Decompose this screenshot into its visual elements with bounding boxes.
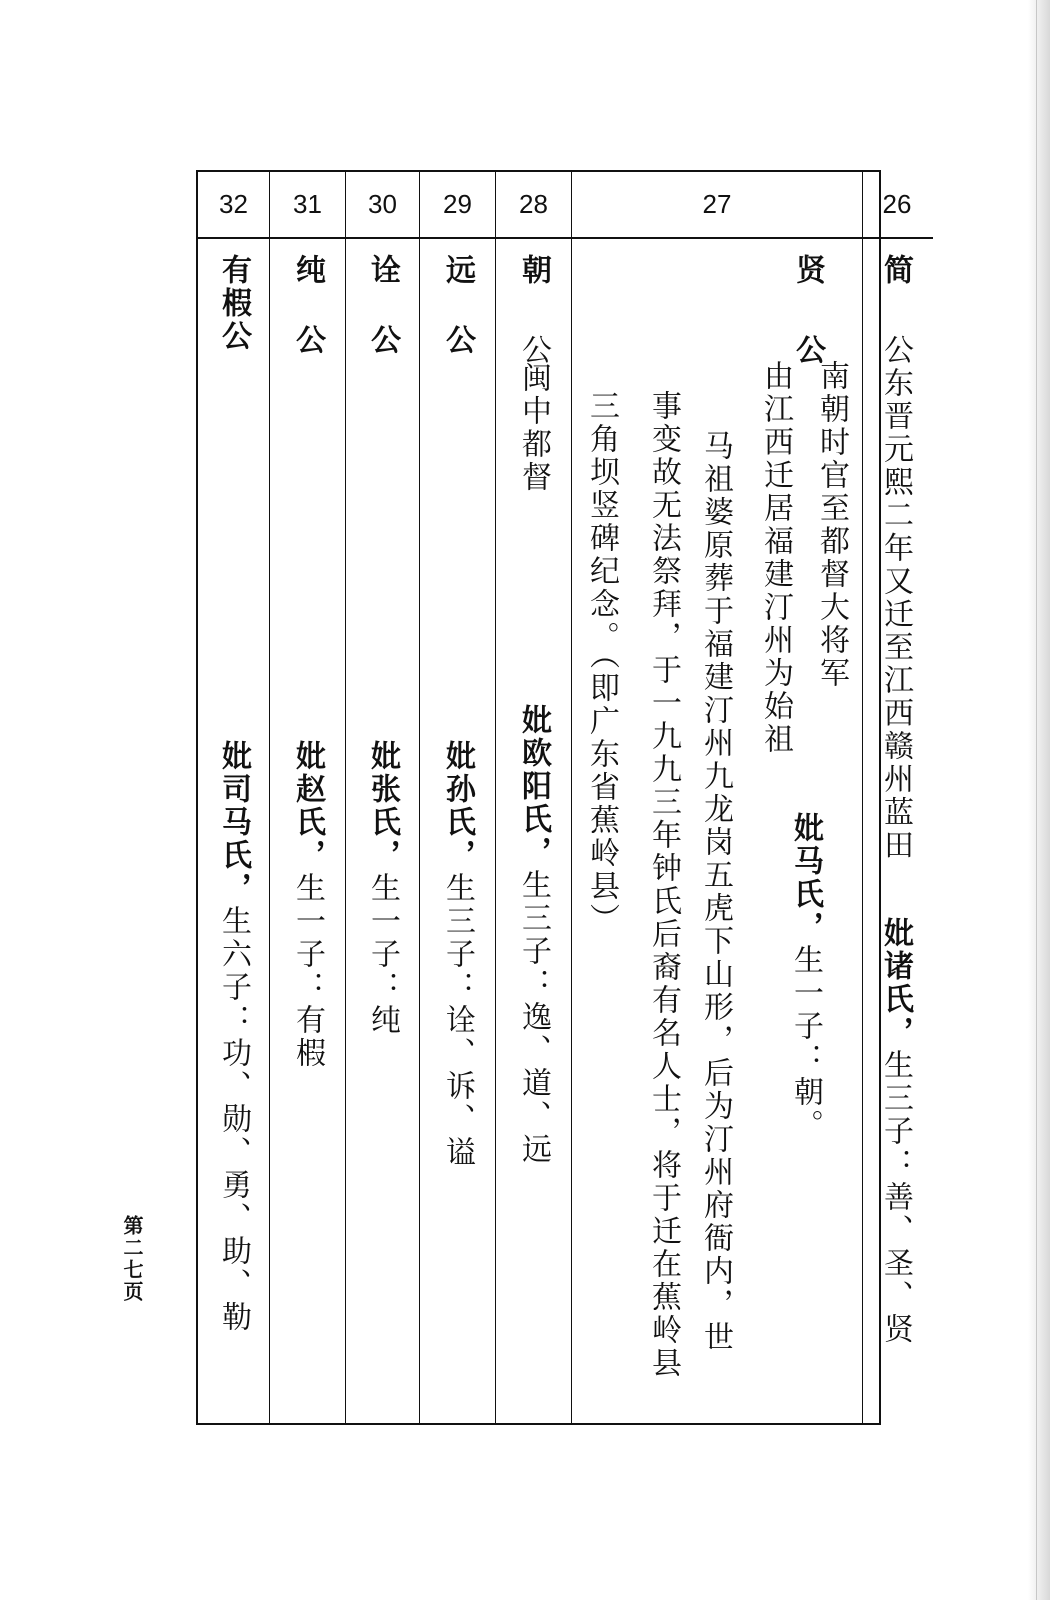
generation-column-32	[198, 172, 270, 1423]
ancestor-suffix: 公	[290, 324, 325, 357]
ancestor-office: 南朝时官至都督大将军	[814, 360, 849, 690]
spouse-entry	[365, 740, 400, 1037]
ancestor-name: 简	[878, 254, 913, 287]
spouse-entry	[788, 812, 823, 1142]
spouse-children: 生三子：逸、道、远	[516, 869, 551, 1166]
ancestor-suffix: 公	[790, 334, 825, 367]
generation-number: 31	[270, 172, 345, 239]
spouse-children: 生三子：善、圣、贤	[878, 1049, 913, 1346]
ancestor-suffix: 公	[365, 324, 400, 357]
spouse-entry	[290, 740, 325, 1070]
spouse-children: 生六子：功、勋、勇、助、勒	[216, 905, 251, 1334]
generation-column-27	[572, 172, 863, 1423]
ancestor-name: 有椵公	[216, 254, 251, 353]
ancestor-migration: 由江西迁居福建汀州为始祖	[758, 360, 793, 756]
ancestor-name: 纯	[290, 254, 325, 287]
spouse-name: 妣孙氏，	[440, 740, 475, 872]
spouse-entry	[878, 917, 913, 1346]
ancestor-name: 贤	[790, 254, 825, 287]
ancestor-name: 诠	[365, 254, 400, 287]
spouse-children: 生一子：朝。	[788, 944, 823, 1142]
generation-column-30	[346, 172, 420, 1423]
spouse-children: 生一子：纯	[365, 872, 400, 1037]
genealogy-table	[196, 170, 913, 1425]
ancestor-office: 闽中都督	[516, 362, 551, 494]
spouse-name: 妣赵氏，	[290, 740, 325, 872]
generation-number: 30	[346, 172, 419, 239]
note-line: 事变故无法祭拜，于一九九三年钟氏后裔有名人士，将于迁在蕉岭县	[646, 390, 681, 1380]
spouse-entry	[216, 740, 251, 1334]
ancestor-name: 朝	[516, 254, 551, 287]
spouse-name: 妣司马氏，	[216, 740, 251, 905]
note-line: 三角坝竖碑纪念。（即广东省蕉岭县）	[584, 390, 619, 936]
generation-column-28	[496, 172, 572, 1423]
ancestor-name: 远	[440, 254, 475, 287]
generation-number: 27	[572, 172, 862, 239]
spouse-entry	[516, 704, 551, 1166]
spouse-children: 生三子：诠、诉、谥	[440, 872, 475, 1169]
spouse-name: 妣张氏，	[365, 740, 400, 872]
page-edge-shadow	[1028, 0, 1050, 1600]
spouse-entry	[440, 740, 475, 1169]
ancestor-suffix: 公	[516, 334, 551, 367]
spouse-name: 妣诸氏，	[878, 917, 913, 1049]
spouse-name: 妣马氏，	[788, 812, 823, 944]
spouse-children: 生一子：有椵	[290, 872, 325, 1070]
ancestor-suffix: 公	[440, 324, 475, 357]
generation-column-26	[861, 172, 933, 1423]
generation-number: 26	[861, 172, 933, 239]
generation-column-29	[420, 172, 496, 1423]
page-number: 第二七页	[120, 1215, 144, 1303]
generation-column-31	[270, 172, 346, 1423]
generation-number: 28	[496, 172, 571, 239]
ancestor-description: 公东晋元熙二年又迁至江西赣州蓝田	[878, 334, 913, 862]
note-line: 马祖婆原葬于福建汀州九龙岗五虎下山形，后为汀州府衙内，世	[698, 430, 733, 1354]
generation-number: 29	[420, 172, 495, 239]
spouse-name: 妣欧阳氏，	[516, 704, 551, 869]
generation-number: 32	[198, 172, 269, 239]
